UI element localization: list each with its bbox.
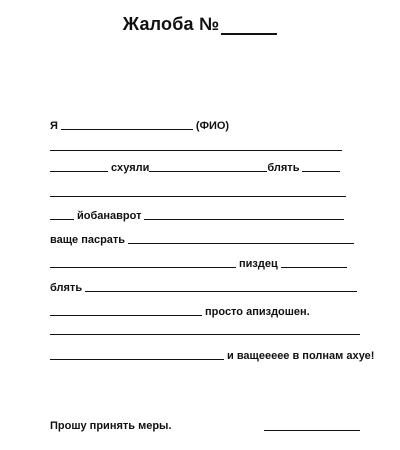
closing-text: Прошу принять меры.	[50, 420, 172, 432]
line-5-blank-a[interactable]	[50, 219, 74, 220]
line-5-blank-b[interactable]	[144, 219, 344, 220]
form-title-text: Жалоба №	[122, 14, 220, 34]
line-5-word1: йобанаврот	[77, 210, 142, 222]
line-8	[50, 254, 350, 270]
line-6-prefix: ваще пасрать	[50, 234, 126, 246]
line-8-word1: пиздец	[239, 258, 278, 270]
line-3-word2: блять	[267, 162, 300, 174]
line-10-blank[interactable]	[50, 315, 202, 316]
signature-blank[interactable]	[264, 430, 360, 431]
line-3-blank-c[interactable]	[302, 171, 340, 172]
line-6-blank[interactable]	[128, 243, 354, 244]
line-10	[50, 302, 310, 318]
line-fio-prefix: Я	[50, 120, 58, 132]
closing-line	[50, 416, 172, 432]
fio-blank[interactable]	[61, 129, 193, 130]
line-3-word1: схуяли	[111, 162, 150, 174]
form-title	[0, 14, 400, 35]
blank-line-2[interactable]	[50, 150, 342, 151]
blank-line-4[interactable]	[50, 196, 346, 197]
line-3-blank-a[interactable]	[50, 171, 108, 172]
line-12	[50, 346, 374, 362]
line-8-blank-b[interactable]	[281, 267, 347, 268]
line-3-blank-b[interactable]	[149, 171, 267, 172]
line-12-blank[interactable]	[50, 359, 224, 360]
line-9-blank[interactable]	[85, 291, 357, 292]
line-6	[50, 230, 357, 246]
line-9	[50, 278, 360, 294]
line-fio-suffix: (ФИО)	[195, 120, 230, 132]
line-10-word1: просто апиздошен.	[205, 306, 310, 318]
line-fio	[50, 116, 229, 132]
blank-line-11[interactable]	[50, 334, 360, 335]
form-number-blank[interactable]	[221, 15, 277, 35]
line-3	[50, 158, 343, 174]
line-9-prefix: блять	[50, 282, 83, 294]
line-8-blank-a[interactable]	[50, 267, 236, 268]
line-12-word1: и ващеееее в полнам ахуе!	[227, 350, 375, 362]
line-5	[50, 206, 347, 222]
